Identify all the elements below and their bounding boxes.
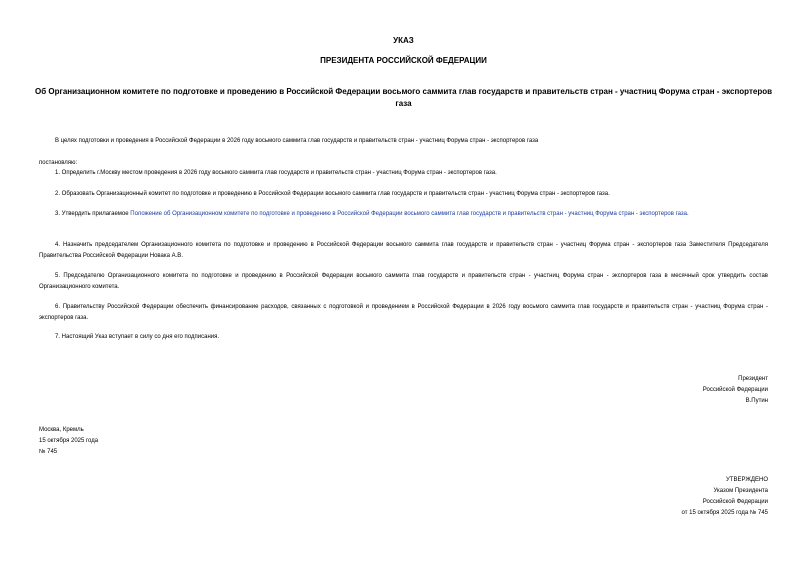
document-number: № 745 [39,449,58,455]
document-subject: Об Организационном комитете по подготовке и проведению в Российской Федерации восьмого саммита глав государств и правительств стран - участниц Форума стран - экспортеров газа [35,87,773,108]
item-1-paragraph: 1. Определить г.Москву местом проведения в 2026 году восьмого саммита глав государств и правительств стран - участниц Форума стран - экспортеров газа. [55,170,497,176]
approval-date-number: от 15 октября 2025 года № 745 [681,510,768,516]
item-3-paragraph [39,209,768,220]
item-3-prefix: 3. Утвердить прилагаемое [55,211,131,217]
regulation-link[interactable]: Положение об Организационном комитете по подготовке и проведению в Российской Федерации восьмого саммита глав государств и правительств стран - участниц Форума стран - экспортеров газа [130,211,688,217]
item-5-paragraph: 5. Председателю Организационного комитета по подготовке и проведению в Российской Федерации восьмого саммита глав государств и правительств стран - участниц Форума стран - экспортеров газа в месячный срок утвердить состав Организационного комитета. [39,273,768,290]
item-7-paragraph: 7. Настоящий Указ вступает в силу со дня его подписания. [55,334,220,340]
approval-country: Российской Федерации [702,499,768,505]
item-6-paragraph: 6. Правительству Российской Федерации обеспечить финансирование расходов, связанных с подготовкой и проведением в Российской Федерации в 2026 году восьмого саммита глав государств и правительств стран - участниц Форума стран - экспортеров газа. [39,304,768,321]
item-4-paragraph: 4. Назначить председателем Организационного комитета по подготовке и проведению в Российской Федерации восьмого саммита глав государств и правительств стран - участниц Форума стран - экспортеров газа Заместителя Председателя Правительства Российской Федерации Новака А.В. [39,242,768,259]
document-date: 15 октября 2025 года [39,438,99,444]
signature-block [548,374,768,407]
approval-by: Указом Президента [713,488,768,494]
signature-position: Президент [738,376,768,382]
item-3-suffix: . [687,211,689,217]
item-2-paragraph: 2. Образовать Организационный комитет по подготовке и проведению в Российской Федерации восьмого саммита глав государств и правительств стран - участниц Форума стран - экспортеров газа. [55,191,610,197]
approval-heading: УТВЕРЖДЕНО [725,477,768,483]
signature-country: Российской Федерации [702,387,768,393]
place-date-block [39,425,239,458]
document-title: УКАЗ [393,36,414,45]
signature-name: В.Путин [745,398,768,404]
approval-block [548,475,768,519]
resolve-line: постановляю: [39,160,78,166]
place-name: Москва, Кремль [39,427,84,433]
document-issuer: ПРЕЗИДЕНТА РОССИЙСКОЙ ФЕДЕРАЦИИ [320,56,487,65]
preamble-paragraph: В целях подготовки и проведения в Российской Федерации в 2026 году восьмого саммита глав государств и правительств стран - участниц Форума стран - экспортеров газа [55,138,539,144]
